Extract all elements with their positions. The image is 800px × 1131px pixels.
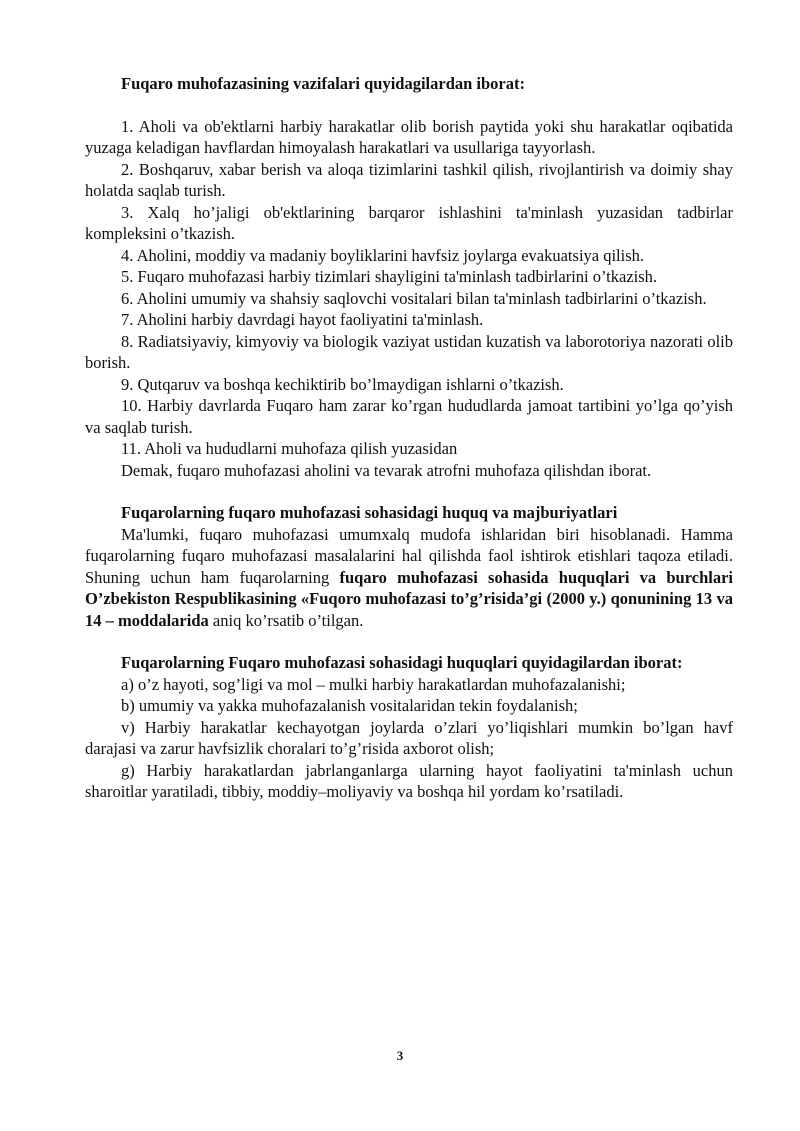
document-page [85,73,733,803]
body-paragraph [85,524,733,632]
list-item: 4. Aholini, moddiy va madaniy boyliklarini havfsiz joylarga evakuatsiya qilish. [121,245,645,265]
section-heading-rights: Fuqarolarning Fuqaro muhofazasi sohasidagi huquqlari quyidagilardan iborat: [121,653,683,672]
list-item: g) Harbiy harakatlardan jabrlanganlarga ularning hayot faoliyatini ta'minlash uchun sharoitlar yaratiladi, tibbiy, moddiy–moliyaviy va boshqa hil yordam ko’rsatiladi. [85,760,733,801]
list-item: 2. Boshqaruv, xabar berish va aloqa tizimlarini tashkil qilish, rivojlantirish va doimiy shay holatda saqlab turish. [85,159,733,200]
conclusion-paragraph: Demak, fuqaro muhofazasi aholini va tevarak atrofni muhofaza qilishdan iborat. [121,460,652,480]
rights-list [85,674,733,803]
list-item: v) Harbiy harakatlar kechayotgan joylarda o’zlari yo’liqishlari mumkin bo’lgan havf darajasi va zarur havfsizlik choralari to’g’risida axborot olish; [85,717,733,758]
paragraph-text: Ma'lumki, fuqaro muhofazasi umumxalq mudofa ishlaridan biri hisoblanadi. Hamma fuqarolarning fuqaro muhofazasi masalalarini hal qilishda faol ishtirok etishlari taqoza etiladi. Shuning uchun ham fuqarolarning [85,524,733,587]
list-item: 3. Xalq ho’jaligi ob'ektlarining barqaror ishlashini ta'minlash yuzasidan tadbirlar kompleksini o’tkazish. [85,202,733,243]
section-heading-tasks: Fuqaro muhofazasining vazifalari quyidagilardan iborat: [121,74,525,93]
paragraph-text: aniq ko’rsatib o’tilgan. [208,610,364,630]
list-item: 6. Aholini umumiy va shahsiy saqlovchi vositalari bilan ta'minlash tadbirlarini o’tkazish. [121,288,707,308]
list-item: b) umumiy va yakka muhofazalanish vositalaridan tekin foydalanish; [121,696,578,715]
list-item: 7. Aholini harbiy davrdagi hayot faoliyatini ta'minlash. [121,310,484,329]
page-number: 3 [396,1048,404,1063]
section-heading-rights-duties: Fuqarolarning fuqaro muhofazasi sohasidagi huquq va majburiyatlari [121,503,618,522]
list-item: 11. Aholi va hududlarni muhofaza qilish yuzasidan [121,439,458,458]
list-item: 10. Harbiy davrlarda Fuqaro ham zarar ko’rgan hududlarda jamoat tartibini yo’lga qo’yish va saqlab turish. [85,396,733,437]
list-item: 8. Radiatsiyaviy, kimyoviy va biologik vaziyat ustidan kuzatish va laborotoriya nazorati olib borish. [85,331,733,372]
law-reference: fuqaro muhofazasi sohasida huquqlari va burchlari O’zbekiston Respublikasining «Fuqoro muhofazasi to’g’risida’gi (2000 y.) qonunining 13 va 14 – moddalarida [85,567,733,630]
list-item: 1. Aholi va ob'ektlarni harbiy harakatlar olib borish paytida yoki shu harakatlar oqibatida yuzaga keladigan havflardan himoyalash harakatlari va usullariga tayyorlash. [85,116,733,157]
tasks-list [85,116,733,482]
list-item: 5. Fuqaro muhofazasi harbiy tizimlari shayligini ta'minlash tadbirlarini o’tkazish. [121,267,658,286]
list-item: 9. Qutqaruv va boshqa kechiktirib bo’lmaydigan ishlarni o’tkazish. [121,374,564,394]
list-item: a) o’z hayoti, sog’ligi va mol – mulki harbiy harakatlardan muhofazalanishi; [121,674,626,694]
